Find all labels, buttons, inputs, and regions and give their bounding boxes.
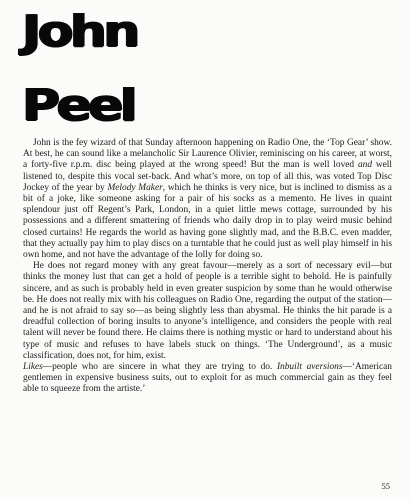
text-run: He does not regard money with any great favour—merely as a sort of necessary evil—but thinks the money lust that can get a hold of people is a terrible sight to behold. He is painfully sincere, and as such is probably held in even greater suspicion by some than he would otherwise be. He does not really mix with his colleagues on Radio One, regarding the output of the station—and he is not afraid to say so—as being slightly less than abysmal. He thinks the hit parade is a dreadful collection of boring insults to anyone’s intelligence, and considers the people with real talent will never be found there. He claims there is nothing mystic or hard to understand about his type of music and refuses to have labels stuck on things. ‘The Underground’, as a music classification, does not, for him, exist. xyxy=(23,261,392,361)
title-last-name: Peel xyxy=(22,80,135,131)
text-run: , which he thinks is very nice, but is inclined to dismiss as a bit of a joke, like someone asking for a pair of his socks as a memento. He lives in quaint splendour just off Regent’s Park, London, in a quiet little mews cottage, surrounded by his possessions and a different smattering of friends who daily drop in to play weird music behind closed curtains! He regards the world as having gone slightly mad, and the B.B.C. even madder, that they actually pay him to play discs on a turntable that he could just as well play himself in his own home, and not have the advantage of the lolly for doing so. xyxy=(23,182,392,261)
text-run: —‘American gentlemen in expensive business suits, out to exploit for as much commercial gain as they feel able to squeeze from the artiste.’ xyxy=(23,362,392,395)
likes-label: Likes xyxy=(23,362,43,373)
title-first-name: John xyxy=(22,6,137,57)
paragraph xyxy=(23,261,392,362)
magazine-name: Melody Maker xyxy=(107,182,163,193)
text-run: well listened to, despite this vocal set-back. And what’s more, on top of all this, was voted Top Disc Jockey of the year by xyxy=(23,160,392,193)
text-run: John is the fey wizard of that Sunday afternoon happening on Radio One, the ‘Top Gear’ show. At best, he can sound like a melancholic Sir Laurence Olivier, reminiscing on his career, at worst, a forty-five r.p.m. disc being played at the wrong speed! But the man is well loved xyxy=(23,138,392,171)
emphasis-text: and xyxy=(357,160,373,171)
text-run: —people who are sincere in what they are trying to do. xyxy=(42,362,277,373)
aversions-label: Inbuilt aversions xyxy=(276,362,343,373)
paragraph xyxy=(23,138,392,261)
article-body xyxy=(23,138,392,396)
paragraph xyxy=(23,362,392,396)
page-number: 55 xyxy=(381,481,390,491)
